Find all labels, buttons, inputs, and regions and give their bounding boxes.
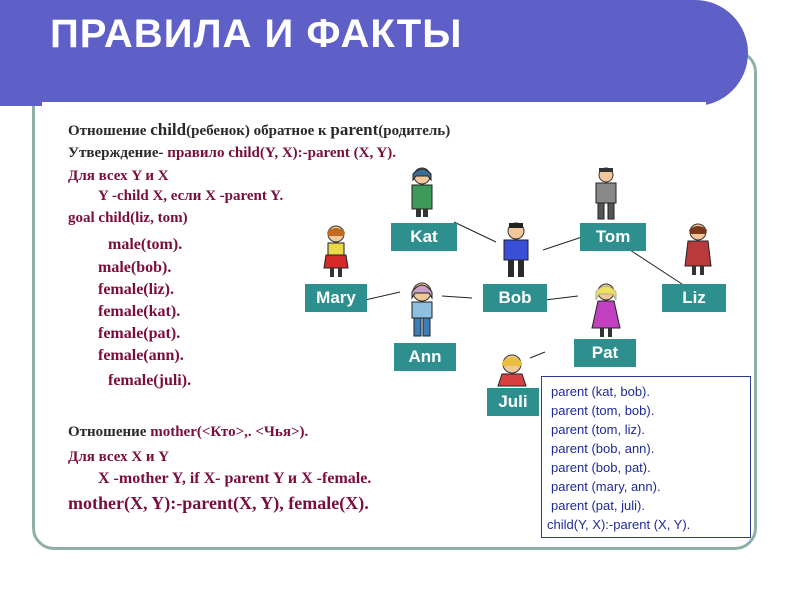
parent-fact: parent (bob, ann). bbox=[551, 441, 655, 456]
forall-line-2: Для всех X и Y bbox=[68, 449, 170, 465]
text-segment: mother(<Кто>,. <Чья>). bbox=[150, 424, 309, 440]
parent-fact: parent (kat, bob). bbox=[551, 384, 650, 399]
node-tom: Tom bbox=[580, 223, 646, 251]
child-rule: child(Y, X):-parent (X, Y). bbox=[547, 517, 691, 532]
fact-male-bob: male(bob). bbox=[98, 259, 172, 276]
node-pat: Pat bbox=[574, 339, 636, 367]
parent-fact: parent (pat, juli). bbox=[551, 498, 645, 513]
fact-female-liz: female(liz). bbox=[98, 281, 174, 298]
parent-fact: parent (tom, liz). bbox=[551, 422, 645, 437]
text-segment: (ребенок) bbox=[186, 123, 254, 139]
fact-male-tom: male(tom). bbox=[108, 236, 183, 253]
text-segment: Утверждение- bbox=[68, 145, 168, 161]
person-pat-figure bbox=[588, 282, 624, 338]
node-mary: Mary bbox=[305, 284, 367, 312]
parent-fact: parent (bob, pat). bbox=[551, 460, 651, 475]
node-bob: Bob bbox=[483, 284, 547, 312]
parent-fact: parent (mary, ann). bbox=[551, 479, 661, 494]
text-segment: (родитель) bbox=[378, 123, 451, 139]
forall-line-1: Для всех Y и X bbox=[68, 168, 169, 184]
text-segment: Отношение bbox=[68, 123, 151, 139]
parent-facts-box bbox=[541, 376, 751, 538]
person-bob-figure bbox=[498, 222, 534, 278]
fact-female-ann: female(ann). bbox=[98, 347, 184, 364]
person-liz-figure bbox=[680, 222, 716, 276]
person-ann-figure bbox=[404, 282, 440, 338]
person-juli-figure bbox=[492, 352, 532, 388]
text-segment: Отношение bbox=[68, 424, 151, 440]
node-juli: Juli bbox=[487, 388, 539, 416]
person-tom-figure bbox=[588, 166, 624, 220]
node-liz: Liz bbox=[662, 284, 726, 312]
person-mary-figure bbox=[318, 224, 354, 278]
condition-line-2: X -mother Y, if X- parent Y и X -female. bbox=[98, 470, 372, 487]
text-segment: обратное к bbox=[253, 123, 331, 139]
fact-female-kat: female(kat). bbox=[98, 303, 181, 320]
text-segment: правило child(Y, X):-parent (X, Y). bbox=[167, 145, 396, 161]
fact-female-juli: female(juli). bbox=[108, 372, 192, 389]
slide-title: ПРАВИЛА И ФАКТЫ bbox=[50, 12, 463, 56]
fact-female-pat: female(pat). bbox=[98, 325, 181, 342]
person-kat-figure bbox=[404, 166, 440, 218]
condition-line-1: Y -child X, если X -parent Y. bbox=[98, 188, 284, 204]
mother-rule-line: mother(X, Y):-parent(X, Y), female(X). bbox=[68, 493, 369, 513]
goal-line: goal child(liz, tom) bbox=[68, 210, 188, 226]
node-kat: Kat bbox=[391, 223, 457, 251]
node-ann: Ann bbox=[394, 343, 456, 371]
text-segment: parent bbox=[330, 120, 379, 139]
text-segment: child bbox=[150, 120, 187, 139]
parent-fact: parent (tom, bob). bbox=[551, 403, 655, 418]
